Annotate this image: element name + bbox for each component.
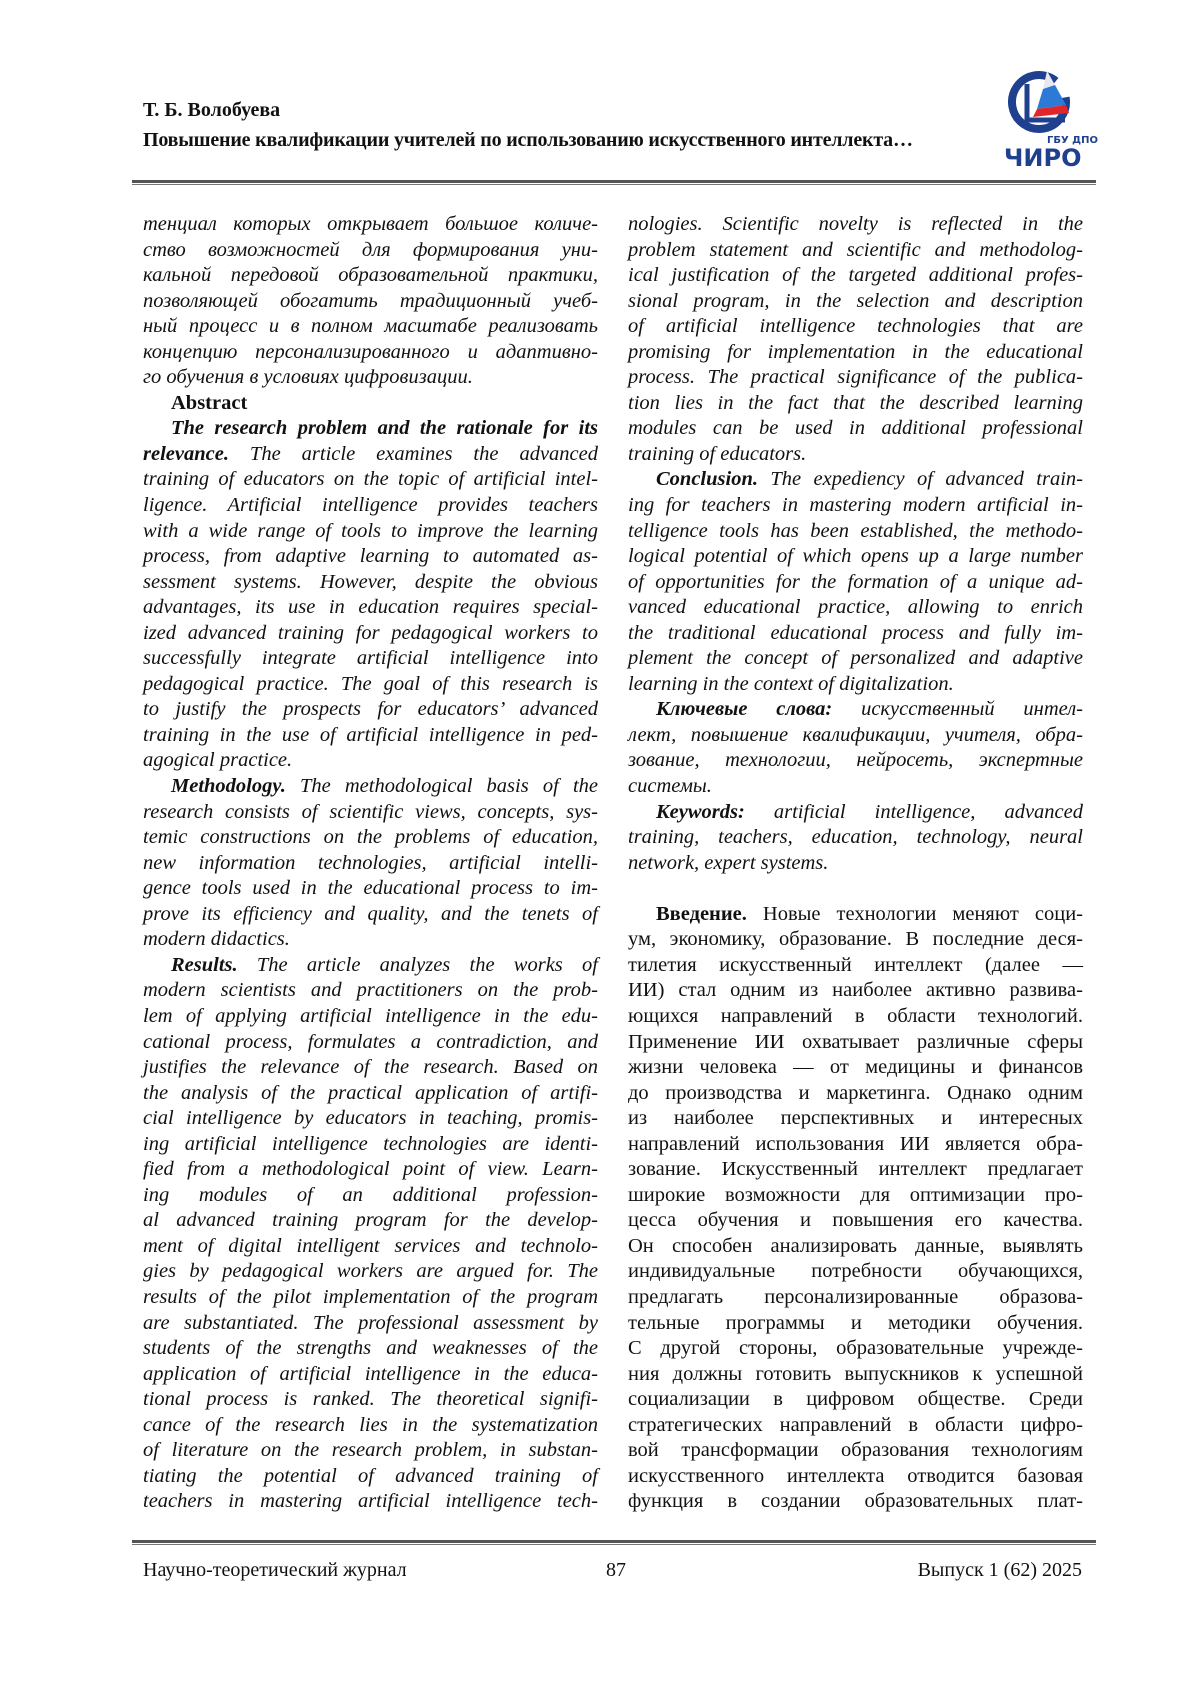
line-text: gies by pedagogical workers are argued for. The — [143, 1260, 598, 1282]
text-line — [628, 1208, 1083, 1234]
line-text: results of the pilot implementation of the program — [143, 1286, 598, 1308]
line-text: lem of applying artificial intelligence in the edu- — [143, 1005, 598, 1027]
text-line — [628, 876, 1083, 902]
line-text: are substantiated. The professional assessment by — [143, 1312, 598, 1334]
line-text: лект, повышение квалификации, учителя, обра- — [628, 724, 1083, 746]
line-text: направлений использования ИИ является обра- — [628, 1133, 1083, 1155]
line-text: функция в создании образовательных плат- — [628, 1490, 1083, 1512]
line-text: to justify the prospects for educators’ advanced — [143, 698, 598, 720]
line-text: sessment systems. However, despite the obvious — [143, 571, 598, 593]
text-line — [143, 1157, 598, 1183]
text-line — [628, 1489, 1083, 1515]
line-text: agogical practice. — [143, 749, 292, 771]
lead-in-bold: Methodology. — [171, 775, 286, 797]
line-text: Abstract — [171, 392, 247, 414]
text-line — [143, 1055, 598, 1081]
lead-in-bold: Results. — [171, 954, 238, 976]
line-text: The article examines the advanced — [229, 443, 598, 465]
text-line — [143, 314, 598, 340]
text-line — [628, 1157, 1083, 1183]
text-line — [628, 416, 1083, 442]
line-text: предлагать персонализированные образова- — [628, 1286, 1083, 1308]
text-line — [628, 493, 1083, 519]
text-line — [143, 646, 598, 672]
line-text: artificial intelligence, advanced — [745, 801, 1083, 823]
text-line — [143, 1259, 598, 1285]
line-text: training of educators on the topic of artificial intel- — [143, 468, 598, 490]
line-text: plement the concept of personalized and adaptive — [628, 647, 1083, 669]
line-text: al advanced training program for the develop- — [143, 1209, 598, 1231]
footer-journal: Научно-теоретический журнал — [143, 1559, 407, 1582]
line-text: modern scientists and practitioners on the prob- — [143, 979, 598, 1001]
text-line — [628, 1362, 1083, 1388]
text-line — [143, 238, 598, 264]
logo-subtitle: ГБУ ДПО — [1047, 135, 1098, 146]
text-line — [628, 1132, 1083, 1158]
text-line — [143, 1387, 598, 1413]
line-text: ment of digital intelligent services and technolo- — [143, 1235, 598, 1257]
text-line — [143, 1208, 598, 1234]
lead-in-bold: relevance. — [143, 443, 229, 465]
line-text: cational process, formulates a contradiction, and — [143, 1031, 598, 1053]
line-text: ство возможностей для формирования уни- — [143, 239, 598, 261]
text-line — [143, 263, 598, 289]
text-line — [628, 1387, 1083, 1413]
line-text: modern didactics. — [143, 928, 290, 950]
chiro-logo — [1003, 68, 1093, 172]
line-text: вой трансформации образования технологиям — [628, 1439, 1083, 1461]
text-line — [628, 1004, 1083, 1030]
line-text: позволяющей обогатить традиционный учеб- — [143, 290, 598, 312]
logo-name: ЧИРО — [1004, 144, 1081, 172]
line-text: до производства и маркетинга. Однако одним — [628, 1082, 1083, 1104]
line-text: the traditional educational process and fully im- — [628, 622, 1083, 644]
line-text: fied from a methodological point of view. Learn- — [143, 1158, 598, 1180]
text-line — [628, 723, 1083, 749]
lead-in-bold: The research problem and the rationale for its — [171, 417, 598, 439]
section-heading — [143, 391, 598, 417]
text-line — [628, 1234, 1083, 1260]
text-line — [143, 519, 598, 545]
text-line — [143, 289, 598, 315]
line-text: process. The practical significance of the publica- — [628, 366, 1083, 388]
text-line — [628, 340, 1083, 366]
line-text: logical potential of which opens up a large number — [628, 545, 1083, 567]
line-text: тельные программы и методики обучения. — [628, 1312, 1083, 1334]
text-line — [143, 544, 598, 570]
line-text: training, teachers, education, technology, neural — [628, 826, 1083, 848]
text-line — [628, 467, 1083, 493]
line-text: problem statement and scientific and methodolog- — [628, 239, 1083, 261]
text-line — [628, 1259, 1083, 1285]
line-text: of opportunities for the formation of a unique ad- — [628, 571, 1083, 593]
text-line — [143, 621, 598, 647]
line-text: modules can be used in additional professional — [628, 417, 1083, 439]
text-line — [628, 570, 1083, 596]
text-line — [143, 723, 598, 749]
line-text: The expediency of advanced train- — [758, 468, 1083, 490]
line-text: teachers in mastering artificial intelligence tech- — [143, 1490, 598, 1512]
line-text: application of artificial intelligence in the educa- — [143, 1363, 598, 1385]
text-line — [143, 1489, 598, 1515]
text-line — [628, 519, 1083, 545]
text-line — [143, 212, 598, 238]
line-text: nologies. Scientific novelty is reflected in the — [628, 213, 1083, 235]
text-line — [628, 1055, 1083, 1081]
text-line — [143, 1336, 598, 1362]
line-text: successfully integrate artificial intelligence into — [143, 647, 598, 669]
header-rule — [132, 180, 1096, 186]
running-header-title: Повышение квалификации учителей по использованию искусственного интеллекта… — [143, 129, 913, 152]
line-text: advantages, its use in education requires special- — [143, 596, 598, 618]
line-text: learning in the context of digitalization. — [628, 673, 954, 695]
text-line — [143, 800, 598, 826]
line-text: индивидуальные потребности обучающихся, — [628, 1260, 1083, 1282]
line-text: process, from adaptive learning to automated as- — [143, 545, 598, 567]
text-line — [143, 1030, 598, 1056]
text-line — [628, 851, 1083, 877]
text-line — [143, 340, 598, 366]
text-line — [143, 1132, 598, 1158]
line-text: sional program, in the selection and description — [628, 290, 1083, 312]
text-line — [143, 1311, 598, 1337]
text-line — [143, 1285, 598, 1311]
text-line — [628, 927, 1083, 953]
line-text: Применение ИИ охватывает различные сферы — [628, 1031, 1083, 1053]
text-line — [628, 697, 1083, 723]
line-text: ния должны готовить выпускников к успешной — [628, 1363, 1083, 1385]
line-text: ный процесс и в полном масштабе реализовать — [143, 315, 598, 337]
line-text: тилетия искусственный интеллект (далее — — [628, 954, 1083, 976]
line-text: тенциал которых открывает большое количе- — [143, 213, 598, 235]
text-line — [143, 774, 598, 800]
line-text: students of the strengths and weaknesses of the — [143, 1337, 598, 1359]
line-text: ing artificial intelligence technologies are identi- — [143, 1133, 598, 1155]
line-text: жизни человека — от медицины и финансов — [628, 1056, 1083, 1078]
line-text: С другой стороны, образовательные учрежде- — [628, 1337, 1083, 1359]
text-line — [628, 595, 1083, 621]
line-text: Новые технологии меняют соци- — [747, 903, 1083, 925]
line-text: cial intelligence by educators in teaching, promis- — [143, 1107, 598, 1129]
text-line — [628, 1081, 1083, 1107]
line-text: концепцию персонализированного и адаптивно- — [143, 341, 598, 363]
lead-in-bold: Ключевые слова: — [656, 698, 832, 720]
page-number: 87 — [606, 1559, 626, 1582]
line-text: Он способен анализировать данные, выявлять — [628, 1235, 1083, 1257]
text-line — [628, 1311, 1083, 1337]
line-text: the analysis of the practical application of artifi- — [143, 1082, 598, 1104]
line-text: стратегических направлений в области цифро- — [628, 1414, 1083, 1436]
line-text: цесса обучения и повышения его качества. — [628, 1209, 1083, 1231]
text-line — [628, 1106, 1083, 1132]
line-text: искусственный интел- — [832, 698, 1083, 720]
line-text: training in the use of artificial intelligence in ped- — [143, 724, 598, 746]
text-line — [628, 1464, 1083, 1490]
line-text: The article analyzes the works of — [238, 954, 598, 976]
text-line — [143, 1106, 598, 1132]
line-text: ing modules of an additional profession- — [143, 1184, 598, 1206]
text-line — [628, 621, 1083, 647]
text-line — [628, 212, 1083, 238]
text-line — [143, 493, 598, 519]
line-text: tiating the potential of advanced training of — [143, 1465, 598, 1487]
line-text: искусственного интеллекта отводится базовая — [628, 1465, 1083, 1487]
text-line — [143, 1438, 598, 1464]
text-line — [143, 672, 598, 698]
text-line — [143, 1413, 598, 1439]
line-text: pedagogical practice. The goal of this research is — [143, 673, 598, 695]
text-line — [143, 416, 598, 442]
line-text: ical justification of the targeted additional profes- — [628, 264, 1083, 286]
text-line — [628, 1183, 1083, 1209]
line-text: gence tools used in the educational process to im- — [143, 877, 598, 899]
running-header-author: Т. Б. Волобуева — [143, 99, 280, 122]
text-line — [628, 1285, 1083, 1311]
line-text: with a wide range of tools to improve the learning — [143, 520, 598, 542]
text-line — [143, 927, 598, 953]
text-line — [628, 365, 1083, 391]
line-text: promising for implementation in the educational — [628, 341, 1083, 363]
text-line — [143, 697, 598, 723]
line-text: justifies the relevance of the research. Based on — [143, 1056, 598, 1078]
text-line — [628, 263, 1083, 289]
text-line — [628, 1413, 1083, 1439]
text-line — [143, 365, 598, 391]
text-line — [143, 978, 598, 1004]
line-text: tional process is ranked. The theoretical signifi- — [143, 1388, 598, 1410]
text-line — [143, 1081, 598, 1107]
right-column — [628, 212, 1083, 1515]
line-text: го обучения в условиях цифровизации. — [143, 366, 473, 388]
logo-triangle-blue — [1037, 85, 1066, 109]
left-column — [143, 212, 598, 1515]
text-line — [628, 774, 1083, 800]
text-line — [143, 902, 598, 928]
footer-issue: Выпуск 1 (62) 2025 — [918, 1559, 1082, 1582]
text-line — [143, 467, 598, 493]
text-line — [628, 748, 1083, 774]
line-text: new information technologies, artificial intelli- — [143, 852, 598, 874]
line-text: социализации в цифровом обществе. Среди — [628, 1388, 1083, 1410]
text-line — [628, 391, 1083, 417]
text-line — [628, 978, 1083, 1004]
text-line — [628, 825, 1083, 851]
line-text: network, expert systems. — [628, 852, 828, 874]
text-line — [143, 851, 598, 877]
text-line — [628, 442, 1083, 468]
line-text: ум, экономику, образование. В последние деся- — [628, 928, 1083, 950]
text-line — [143, 1362, 598, 1388]
line-text: ligence. Artificial intelligence provides teachers — [143, 494, 598, 516]
line-text: зование. Искусственный интеллект предлагает — [628, 1158, 1083, 1180]
text-line — [628, 314, 1083, 340]
line-text: The methodological basis of the — [286, 775, 598, 797]
text-line — [143, 1183, 598, 1209]
text-line — [143, 442, 598, 468]
line-text: ized advanced training for pedagogical workers to — [143, 622, 598, 644]
lead-in-bold: Conclusion. — [656, 468, 758, 490]
line-text: of literature on the research problem, in substan- — [143, 1439, 598, 1461]
text-line — [628, 1030, 1083, 1056]
text-line — [628, 800, 1083, 826]
line-text: prove its efficiency and quality, and the tenets of — [143, 903, 598, 925]
line-text: зование, технологии, нейросеть, экспертные — [628, 749, 1083, 771]
line-text: temic constructions on the problems of education, — [143, 826, 598, 848]
text-line — [628, 1438, 1083, 1464]
line-text: широкие возможности для оптимизации про- — [628, 1184, 1083, 1206]
text-line — [143, 825, 598, 851]
line-text: ИИ) стал одним из наиболее активно развива- — [628, 979, 1083, 1001]
line-text: telligence tools has been established, the methodo- — [628, 520, 1083, 542]
line-text: research consists of scientific views, concepts, sys- — [143, 801, 598, 823]
text-line — [628, 289, 1083, 315]
text-line — [143, 595, 598, 621]
text-line — [143, 876, 598, 902]
line-text: из наиболее перспективных и интересных — [628, 1107, 1083, 1129]
text-line — [143, 1464, 598, 1490]
text-line — [143, 570, 598, 596]
text-line — [143, 748, 598, 774]
text-line — [143, 1004, 598, 1030]
footer-rule — [132, 1540, 1096, 1546]
line-text: системы. — [628, 775, 712, 797]
text-line — [628, 953, 1083, 979]
line-text: training of educators. — [628, 443, 806, 465]
lead-in-bold: Keywords: — [656, 801, 745, 823]
line-text: tion lies in the fact that the described learning — [628, 392, 1083, 414]
text-line — [628, 1336, 1083, 1362]
line-text: vanced educational practice, allowing to enrich — [628, 596, 1083, 618]
text-line — [628, 902, 1083, 928]
text-line — [628, 646, 1083, 672]
line-text: кальной передовой образовательной практики, — [143, 264, 598, 286]
text-line — [628, 672, 1083, 698]
line-text: ing for teachers in mastering modern artificial in- — [628, 494, 1083, 516]
line-text: ющихся направлений в области технологий. — [628, 1005, 1083, 1027]
text-line — [143, 953, 598, 979]
line-text: cance of the research lies in the systematization — [143, 1414, 598, 1436]
text-line — [143, 1234, 598, 1260]
text-line — [628, 544, 1083, 570]
lead-in-bold: Введение. — [656, 903, 747, 925]
line-text: of artificial intelligence technologies that are — [628, 315, 1083, 337]
text-line — [628, 238, 1083, 264]
